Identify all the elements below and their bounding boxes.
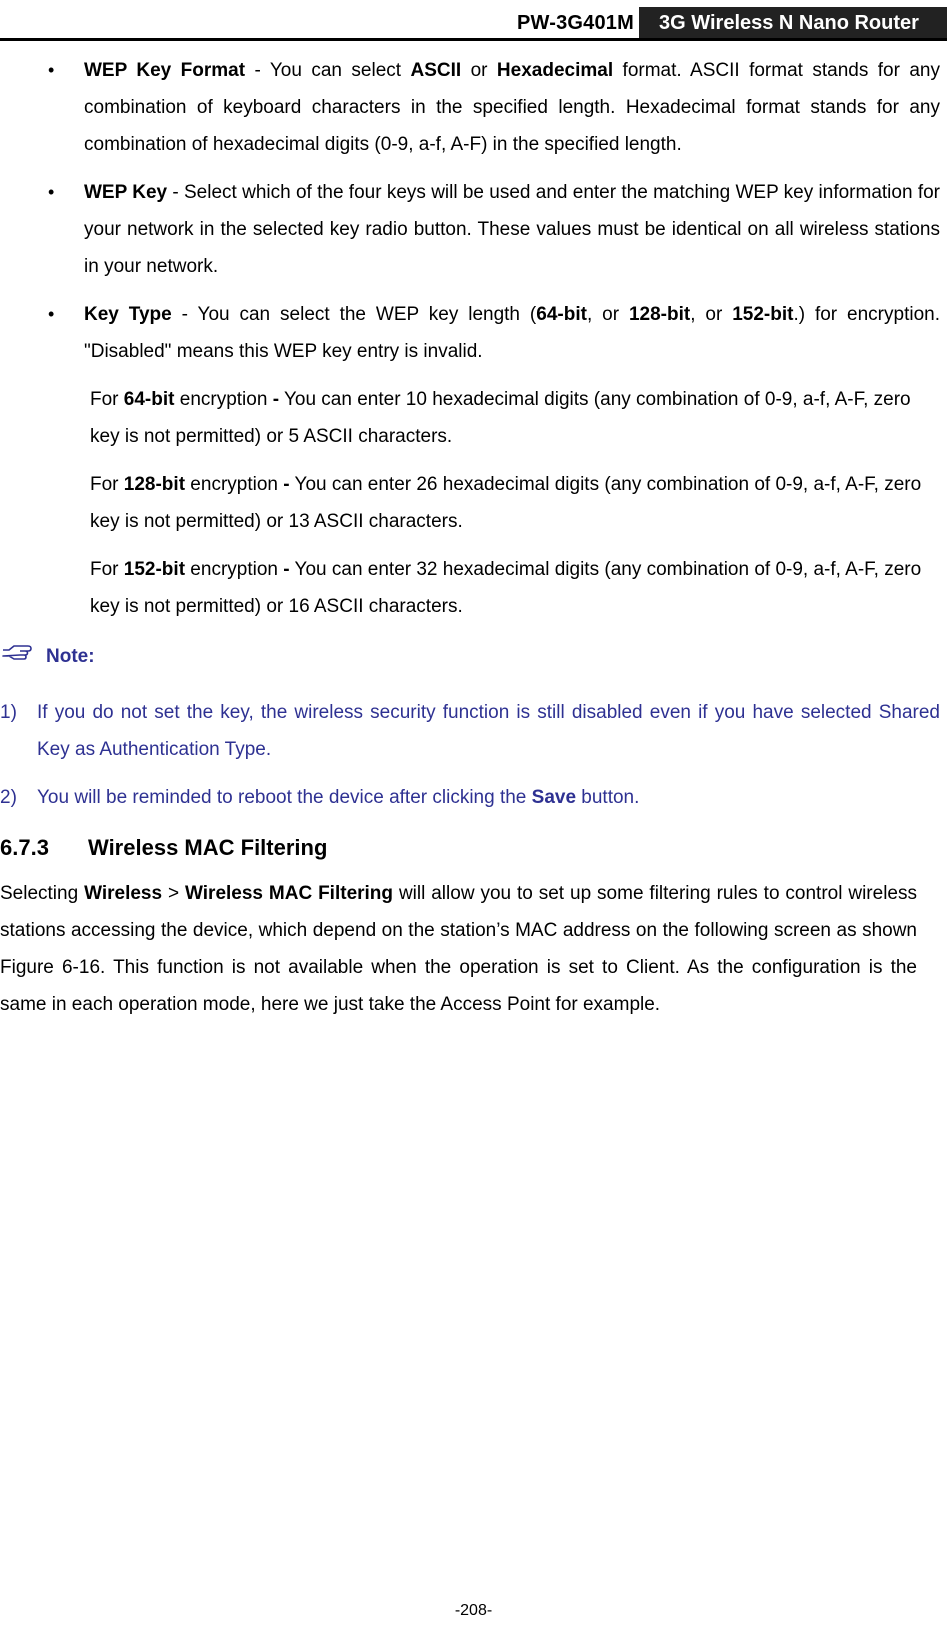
- text-run: will allow you to set up some filtering rules to control wireless stations accessing the device, which depend on the station’s MAC address on the following screen as shown Figure 6-16. This function is not available when the operation is set to Client. As the configuration is the same in each operation mode, here we just take the Access Point for example.: [0, 883, 917, 1015]
- bullet-wep-key: [0, 174, 947, 285]
- text-run: You can enter 10 hexadecimal digits (any combination of 0-9, a-f, A-F, zero key is not permitted) or 5 ASCII characters.: [90, 389, 911, 447]
- text-run: encryption: [185, 559, 284, 580]
- bold-bits: 152-bit: [123, 559, 186, 580]
- bullet-dot: •: [48, 60, 55, 80]
- term-key-type: Key Type: [84, 304, 172, 325]
- model-name: PW-3G401M: [517, 12, 634, 34]
- note-item-2: [0, 779, 947, 816]
- page-header: [0, 0, 947, 42]
- section-number: 6.7.3: [0, 835, 49, 860]
- bold-hexadecimal: Hexadecimal: [496, 60, 614, 81]
- term-wep-key: WEP Key: [84, 182, 168, 203]
- bold-dash: -: [272, 389, 280, 410]
- note-number: 2): [0, 787, 17, 808]
- page-number: -208-: [454, 1602, 493, 1619]
- key-length-64: [0, 381, 947, 455]
- body-paragraph: [0, 875, 947, 1023]
- key-length-152: [0, 551, 947, 625]
- text-run: You will be reminded to reboot the device after clicking the: [37, 787, 532, 808]
- product-banner: 3G Wireless N Nano Router: [639, 7, 947, 38]
- section-title: Wireless MAC Filtering: [88, 835, 328, 860]
- bold-wireless: Wireless: [84, 883, 163, 904]
- text-run: - You can select: [245, 60, 411, 81]
- note-item-1: [0, 694, 947, 768]
- text-run: - You can select the WEP key length (: [171, 304, 537, 325]
- text-run: or: [461, 60, 497, 81]
- text-run: , or: [690, 304, 733, 325]
- term-wep-key-format: WEP Key Format: [84, 60, 246, 81]
- section-heading: [0, 827, 947, 869]
- text-run: .) for encryption. "Disabled" means this WEP key entry is invalid.: [84, 304, 940, 362]
- bold-ascii: ASCII: [410, 60, 462, 81]
- header-rule: [0, 38, 947, 41]
- note-text: If you do not set the key, the wireless security function is still disabled even if you have selected Shared Key as Authentication Type.: [37, 702, 940, 760]
- note-block: [0, 636, 947, 816]
- text-run: - Select which of the four keys will be used and enter the matching WEP key information for your network in the selected key radio button. These values must be identical on all wireless stations in your network.: [84, 182, 940, 277]
- text-run: Selecting: [0, 883, 85, 904]
- note-header: [0, 636, 947, 676]
- bold-152-bit: 152-bit: [732, 304, 794, 325]
- text-run: For: [90, 474, 124, 495]
- text-run: For: [90, 389, 124, 410]
- note-number: 1): [0, 702, 17, 723]
- bullet-wep-key-format: [0, 52, 947, 163]
- text-run: For: [90, 559, 124, 580]
- text-run: You can enter 32 hexadecimal digits (any combination of 0-9, a-f, A-F, zero key is not permitted) or 16 ASCII characters.: [90, 559, 922, 617]
- text-run: You can enter 26 hexadecimal digits (any combination of 0-9, a-f, A-F, zero key is not permitted) or 13 ASCII characters.: [90, 474, 922, 532]
- bold-save: Save: [531, 787, 577, 808]
- bold-bits: 64-bit: [123, 389, 175, 410]
- bold-dash: -: [283, 474, 290, 495]
- bold-64-bit: 64-bit: [536, 304, 587, 325]
- bullet-dot: •: [48, 304, 55, 324]
- pointing-hand-icon: [2, 638, 32, 675]
- note-label: Note:: [46, 645, 95, 667]
- key-length-128: [0, 466, 947, 540]
- text-run: , or: [586, 304, 629, 325]
- text-run: >: [162, 883, 185, 904]
- bold-dash: -: [283, 559, 290, 580]
- bullet-dot: •: [48, 182, 55, 202]
- text-run: encryption: [185, 474, 284, 495]
- page-content: [0, 52, 947, 1023]
- bold-128-bit: 128-bit: [628, 304, 691, 325]
- bold-bits: 128-bit: [123, 474, 186, 495]
- bold-wireless-mac-filtering: Wireless MAC Filtering: [185, 883, 394, 904]
- text-run: format. ASCII format stands for any combination of keyboard characters in the specified length. Hexadecimal format stands for any combination of hexadecimal digits (0-9, a-f, A-F) in the specified length.: [84, 60, 940, 155]
- text-run: encryption: [174, 389, 273, 410]
- bullet-key-type: [0, 296, 947, 370]
- text-run: button.: [576, 787, 640, 808]
